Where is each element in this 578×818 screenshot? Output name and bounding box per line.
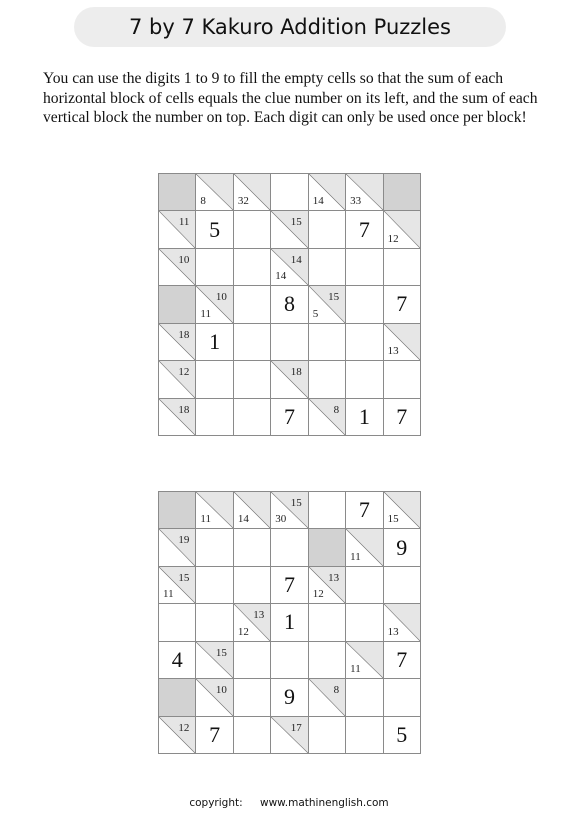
- clue-down: 11: [163, 588, 174, 601]
- grid-1-cell-r4-c1: [196, 324, 233, 361]
- grid-1-empty-cell-r4-c5[interactable]: [346, 324, 383, 361]
- grid-1-cell-r5-c0: [159, 361, 196, 398]
- grid-1-cell-r0-c5: [346, 174, 383, 211]
- clue-down: 13: [387, 625, 399, 638]
- grid-1-cell-r1-c3: [271, 211, 308, 248]
- grid-1-cell-r6-c5: [346, 399, 383, 436]
- grid-2-cell-r4-c0: [159, 642, 196, 679]
- clue-across: 10: [215, 291, 227, 304]
- grid-1-empty-cell-r0-c3[interactable]: [271, 174, 308, 211]
- grid-2-empty-cell-r1-c1[interactable]: [196, 529, 233, 566]
- grid-2-cell-r3-c2: [234, 604, 271, 641]
- grid-1-empty-cell-r5-c1[interactable]: [196, 361, 233, 398]
- grid-1-cell-r6-c4: [309, 399, 346, 436]
- grid-1-empty-cell-r5-c2[interactable]: [234, 361, 271, 398]
- grid-2-cell-r0-c3: [271, 492, 308, 529]
- grid-1-cell-r1-c0: [159, 211, 196, 248]
- clue-across: 18: [178, 328, 190, 341]
- grid-2-empty-cell-r1-c3[interactable]: [271, 529, 308, 566]
- grid-1-cell-r4-c6: [384, 324, 421, 361]
- grid-1-empty-cell-r5-c4[interactable]: [309, 361, 346, 398]
- clue-across: 10: [178, 253, 190, 266]
- grid-1-empty-cell-r2-c4[interactable]: [309, 249, 346, 286]
- grid-1-cell-r3-c3: [271, 286, 308, 323]
- grid-2-cell-r5-c0: [159, 679, 196, 716]
- grid-2-empty-cell-r6-c2[interactable]: [234, 717, 271, 754]
- grid-1-empty-cell-r2-c1[interactable]: [196, 249, 233, 286]
- grid-1-cell-r5-c3: [271, 361, 308, 398]
- footer: [0, 797, 578, 809]
- grid-1-empty-cell-r2-c5[interactable]: [346, 249, 383, 286]
- grid-1-cell-r6-c0: [159, 399, 196, 436]
- given-digit: 8: [283, 291, 295, 317]
- grid-2-empty-cell-r5-c6[interactable]: [384, 679, 421, 716]
- page-title-text: 7 by 7 Kakuro Addition Puzzles: [128, 15, 452, 39]
- grid-1-cell-r0-c2: [234, 174, 271, 211]
- grid-2-empty-cell-r1-c2[interactable]: [234, 529, 271, 566]
- grid-2-cell-r0-c5: [346, 492, 383, 529]
- clue-down: 12: [387, 232, 399, 245]
- grid-1-cell-r1-c1: [196, 211, 233, 248]
- given-digit: 1: [358, 403, 370, 429]
- grid-1-empty-cell-r1-c4[interactable]: [309, 211, 346, 248]
- page-title: [74, 7, 506, 47]
- grid-2-cell-r4-c6: [384, 642, 421, 679]
- grid-2-cell-r3-c3: [271, 604, 308, 641]
- grid-1-cell-r4-c0: [159, 324, 196, 361]
- grid-1-cell-r2-c0: [159, 249, 196, 286]
- clue-down: 30: [275, 513, 287, 526]
- grid-2-empty-cell-r3-c1[interactable]: [196, 604, 233, 641]
- grid-1-empty-cell-r4-c3[interactable]: [271, 324, 308, 361]
- kakuro-grid-1: [158, 173, 421, 436]
- grid-1-empty-cell-r2-c6[interactable]: [384, 249, 421, 286]
- given-digit: 5: [209, 216, 221, 242]
- clue-down: 14: [312, 195, 324, 208]
- clue-across: 13: [253, 609, 265, 622]
- clue-across: 8: [333, 684, 340, 697]
- grid-2-empty-cell-r0-c4[interactable]: [309, 492, 346, 529]
- given-digit: 5: [396, 721, 408, 747]
- clue-across: 13: [328, 571, 340, 584]
- grid-1-cell-r3-c6: [384, 286, 421, 323]
- instructions-paragraph: You can use the digits 1 to 9 to fill the empty cells so that the sum of each horizontal block of cells equals the clue number on its left, and the sum of each vertical block the number on top. Each digit can only be used once per block!: [43, 70, 538, 126]
- clue-across: 8: [333, 403, 340, 416]
- grid-2-empty-cell-r6-c5[interactable]: [346, 717, 383, 754]
- given-digit: 7: [396, 403, 408, 429]
- kakuro-grid-2: [158, 491, 421, 754]
- grid-2-cell-r6-c1: [196, 717, 233, 754]
- grid-2-empty-cell-r3-c5[interactable]: [346, 604, 383, 641]
- clue-down: 32: [237, 195, 249, 208]
- clue-down: 14: [237, 513, 249, 526]
- grid-1-cell-r0-c6: [384, 174, 421, 211]
- grid-2-cell-r2-c0: [159, 567, 196, 604]
- grid-2-cell-r1-c6: [384, 529, 421, 566]
- clue-across: 15: [215, 646, 227, 659]
- grid-2-cell-r5-c1: [196, 679, 233, 716]
- clue-across: 11: [178, 216, 190, 229]
- clue-across: 14: [290, 253, 302, 266]
- grid-2-empty-cell-r2-c2[interactable]: [234, 567, 271, 604]
- clue-down: 15: [387, 513, 399, 526]
- clue-across: 18: [178, 403, 190, 416]
- grid-1-empty-cell-r1-c2[interactable]: [234, 211, 271, 248]
- grid-2-cell-r2-c4: [309, 567, 346, 604]
- grid-1-cell-r6-c6: [384, 399, 421, 436]
- clue-down: 11: [200, 513, 212, 526]
- grid-2-cell-r2-c3: [271, 567, 308, 604]
- grid-2-cell-r1-c4: [309, 529, 346, 566]
- given-digit: 9: [283, 684, 295, 710]
- given-digit: 7: [283, 572, 295, 598]
- grid-1-empty-cell-r5-c5[interactable]: [346, 361, 383, 398]
- grid-2-cell-r0-c2: [234, 492, 271, 529]
- grid-1-cell-r3-c0: [159, 286, 196, 323]
- grid-1-empty-cell-r4-c4[interactable]: [309, 324, 346, 361]
- grid-2-cell-r1-c5: [346, 529, 383, 566]
- grid-1-empty-cell-r3-c5[interactable]: [346, 286, 383, 323]
- grid-1-cell-r1-c6: [384, 211, 421, 248]
- given-digit: 7: [396, 646, 408, 672]
- grid-1-cell-r6-c3: [271, 399, 308, 436]
- grid-1-empty-cell-r6-c2[interactable]: [234, 399, 271, 436]
- grid-2-cell-r0-c6: [384, 492, 421, 529]
- clue-across: 15: [290, 216, 302, 229]
- grid-1-cell-r0-c4: [309, 174, 346, 211]
- clue-down: 33: [350, 195, 362, 208]
- given-digit: 9: [396, 534, 408, 560]
- clue-down: 8: [200, 195, 206, 208]
- grid-1-cell-r1-c5: [346, 211, 383, 248]
- clue-across: 18: [290, 366, 302, 379]
- grid-2-cell-r4-c5: [346, 642, 383, 679]
- grid-2-cell-r0-c0: [159, 492, 196, 529]
- grid-2-empty-cell-r6-c4[interactable]: [309, 717, 346, 754]
- clue-down: 13: [387, 345, 399, 358]
- grid-1-empty-cell-r2-c2[interactable]: [234, 249, 271, 286]
- clue-down: 11: [200, 307, 212, 320]
- grid-2-empty-cell-r2-c1[interactable]: [196, 567, 233, 604]
- given-digit: 1: [209, 328, 221, 354]
- grid-1-cell-r0-c0: [159, 174, 196, 211]
- clue-down: 11: [350, 550, 361, 563]
- clue-down: 12: [312, 588, 324, 601]
- clue-across: 19: [178, 534, 190, 547]
- grid-2-empty-cell-r4-c2[interactable]: [234, 642, 271, 679]
- clue-down: 11: [350, 663, 361, 676]
- grid-1-empty-cell-r3-c2[interactable]: [234, 286, 271, 323]
- copyright-site: www.mathinenglish.com: [259, 797, 389, 809]
- clue-across: 15: [328, 291, 340, 304]
- grid-1-empty-cell-r6-c1[interactable]: [196, 399, 233, 436]
- clue-down: 14: [275, 270, 287, 283]
- grid-1-cell-r3-c1: [196, 286, 233, 323]
- clue-across: 17: [290, 721, 302, 734]
- copyright-label: copyright:: [189, 797, 243, 809]
- clue-across: 12: [178, 366, 190, 379]
- grid-2-cell-r1-c0: [159, 529, 196, 566]
- grid-2-empty-cell-r4-c4[interactable]: [309, 642, 346, 679]
- given-digit: 1: [283, 609, 295, 635]
- grid-2-empty-cell-r5-c2[interactable]: [234, 679, 271, 716]
- given-digit: 7: [396, 291, 408, 317]
- grid-2-empty-cell-r3-c0[interactable]: [159, 604, 196, 641]
- clue-down: 5: [312, 307, 319, 320]
- given-digit: 7: [358, 216, 370, 242]
- grid-1-empty-cell-r5-c6[interactable]: [384, 361, 421, 398]
- grid-2-cell-r6-c3: [271, 717, 308, 754]
- given-digit: 7: [283, 403, 295, 429]
- grid-2-cell-r5-c3: [271, 679, 308, 716]
- given-digit: 7: [358, 497, 370, 523]
- clue-down: 12: [237, 625, 249, 638]
- grid-2-empty-cell-r2-c5[interactable]: [346, 567, 383, 604]
- grid-2-empty-cell-r5-c5[interactable]: [346, 679, 383, 716]
- grid-2-cell-r3-c6: [384, 604, 421, 641]
- grid-2-cell-r5-c4: [309, 679, 346, 716]
- grid-2-empty-cell-r3-c4[interactable]: [309, 604, 346, 641]
- grid-2-cell-r6-c0: [159, 717, 196, 754]
- grid-2-cell-r6-c6: [384, 717, 421, 754]
- grid-1-cell-r0-c1: [196, 174, 233, 211]
- grid-1-cell-r2-c3: [271, 249, 308, 286]
- grid-2-empty-cell-r4-c3[interactable]: [271, 642, 308, 679]
- grid-2-cell-r0-c1: [196, 492, 233, 529]
- clue-across: 15: [290, 497, 302, 509]
- given-digit: 7: [209, 721, 221, 747]
- clue-across: 15: [178, 571, 190, 584]
- grid-1-empty-cell-r4-c2[interactable]: [234, 324, 271, 361]
- given-digit: 4: [171, 646, 183, 672]
- clue-across: 10: [215, 684, 227, 697]
- grid-2-cell-r4-c1: [196, 642, 233, 679]
- grid-2-empty-cell-r2-c6[interactable]: [384, 567, 421, 604]
- clue-across: 12: [178, 721, 190, 734]
- grid-1-cell-r3-c4: [309, 286, 346, 323]
